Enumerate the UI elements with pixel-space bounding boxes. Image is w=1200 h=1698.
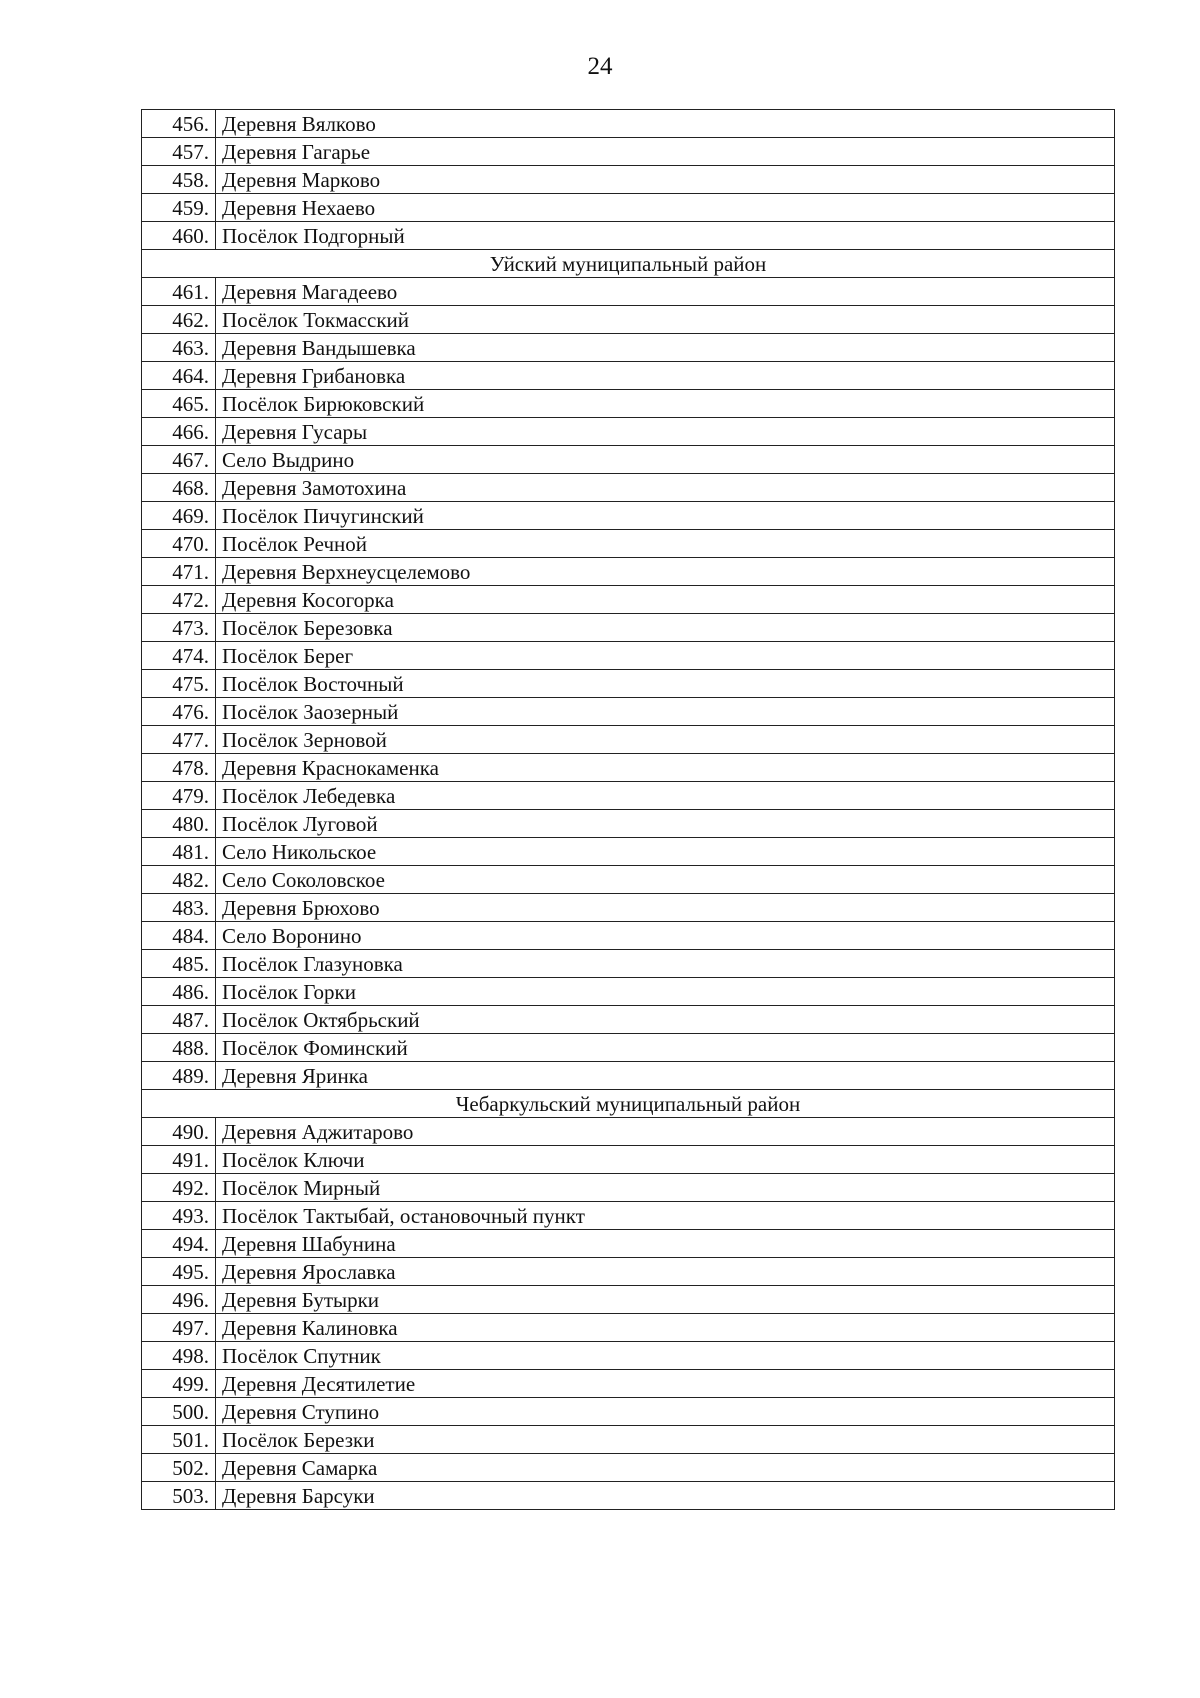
table-row <box>142 1370 1115 1398</box>
settlement-name: Деревня Барсуки <box>216 1482 1115 1510</box>
row-number: 485. <box>142 950 216 978</box>
row-number: 472. <box>142 586 216 614</box>
settlements-table <box>141 109 1115 1510</box>
settlements-table-body <box>142 110 1115 1510</box>
row-number: 476. <box>142 698 216 726</box>
settlement-name: Деревня Десятилетие <box>216 1370 1115 1398</box>
table-row <box>142 894 1115 922</box>
row-number: 468. <box>142 474 216 502</box>
table-row <box>142 1146 1115 1174</box>
settlement-name: Деревня Грибановка <box>216 362 1115 390</box>
row-number: 484. <box>142 922 216 950</box>
district-header-row <box>142 1090 1115 1118</box>
table-row <box>142 1314 1115 1342</box>
row-number: 463. <box>142 334 216 362</box>
settlement-name: Деревня Самарка <box>216 1454 1115 1482</box>
settlement-name: Посёлок Бирюковский <box>216 390 1115 418</box>
settlement-name: Село Выдрино <box>216 446 1115 474</box>
table-row <box>142 194 1115 222</box>
settlement-name: Деревня Вандышевка <box>216 334 1115 362</box>
table-row <box>142 1118 1115 1146</box>
settlement-name: Деревня Брюхово <box>216 894 1115 922</box>
table-row <box>142 922 1115 950</box>
table-row <box>142 558 1115 586</box>
table-row <box>142 418 1115 446</box>
settlement-name: Деревня Ступино <box>216 1398 1115 1426</box>
settlement-name: Посёлок Луговой <box>216 810 1115 838</box>
settlement-name: Деревня Косогорка <box>216 586 1115 614</box>
row-number: 479. <box>142 782 216 810</box>
row-number: 498. <box>142 1342 216 1370</box>
row-number: 456. <box>142 110 216 138</box>
row-number: 481. <box>142 838 216 866</box>
table-row <box>142 1006 1115 1034</box>
table-row <box>142 754 1115 782</box>
table-row <box>142 698 1115 726</box>
table-row <box>142 950 1115 978</box>
row-number: 469. <box>142 502 216 530</box>
table-row <box>142 1174 1115 1202</box>
settlement-name: Посёлок Березовка <box>216 614 1115 642</box>
settlement-name: Деревня Верхнеусцелемово <box>216 558 1115 586</box>
settlement-name: Посёлок Подгорный <box>216 222 1115 250</box>
row-number: 486. <box>142 978 216 1006</box>
page-number: 24 <box>587 53 613 80</box>
row-number: 495. <box>142 1258 216 1286</box>
row-number: 490. <box>142 1118 216 1146</box>
settlement-name: Посёлок Октябрьский <box>216 1006 1115 1034</box>
table-row <box>142 362 1115 390</box>
row-number: 465. <box>142 390 216 418</box>
settlement-name: Деревня Гагарье <box>216 138 1115 166</box>
settlement-name: Деревня Замотохина <box>216 474 1115 502</box>
settlement-name: Посёлок Зерновой <box>216 726 1115 754</box>
table-row <box>142 446 1115 474</box>
row-number: 471. <box>142 558 216 586</box>
settlement-name: Посёлок Токмасский <box>216 306 1115 334</box>
row-number: 487. <box>142 1006 216 1034</box>
row-number: 482. <box>142 866 216 894</box>
settlement-name: Деревня Аджитарово <box>216 1118 1115 1146</box>
row-number: 496. <box>142 1286 216 1314</box>
settlement-name: Посёлок Восточный <box>216 670 1115 698</box>
settlement-name: Посёлок Речной <box>216 530 1115 558</box>
settlement-name: Деревня Гусары <box>216 418 1115 446</box>
row-number: 494. <box>142 1230 216 1258</box>
row-number: 477. <box>142 726 216 754</box>
settlement-name: Деревня Ярославка <box>216 1258 1115 1286</box>
settlement-name: Село Никольское <box>216 838 1115 866</box>
settlement-name: Деревня Бутырки <box>216 1286 1115 1314</box>
settlement-name: Посёлок Берег <box>216 642 1115 670</box>
row-number: 458. <box>142 166 216 194</box>
row-number: 483. <box>142 894 216 922</box>
row-number: 488. <box>142 1034 216 1062</box>
settlement-name: Посёлок Березки <box>216 1426 1115 1454</box>
settlement-name: Посёлок Спутник <box>216 1342 1115 1370</box>
row-number: 478. <box>142 754 216 782</box>
table-row <box>142 1202 1115 1230</box>
row-number: 457. <box>142 138 216 166</box>
row-number: 460. <box>142 222 216 250</box>
table-row <box>142 1034 1115 1062</box>
table-row <box>142 222 1115 250</box>
table-row <box>142 866 1115 894</box>
row-number: 493. <box>142 1202 216 1230</box>
settlement-name: Деревня Вялково <box>216 110 1115 138</box>
table-row <box>142 978 1115 1006</box>
table-row <box>142 782 1115 810</box>
settlement-name: Посёлок Фоминский <box>216 1034 1115 1062</box>
row-number: 474. <box>142 642 216 670</box>
settlement-name: Село Воронино <box>216 922 1115 950</box>
table-row <box>142 670 1115 698</box>
district-name: Чебаркульский муниципальный район <box>142 1090 1115 1118</box>
table-row <box>142 334 1115 362</box>
settlement-name: Деревня Яринка <box>216 1062 1115 1090</box>
row-number: 501. <box>142 1426 216 1454</box>
row-number: 489. <box>142 1062 216 1090</box>
row-number: 466. <box>142 418 216 446</box>
table-row <box>142 1230 1115 1258</box>
table-row <box>142 1426 1115 1454</box>
row-number: 475. <box>142 670 216 698</box>
row-number: 492. <box>142 1174 216 1202</box>
row-number: 491. <box>142 1146 216 1174</box>
table-row <box>142 810 1115 838</box>
settlement-name: Деревня Шабунина <box>216 1230 1115 1258</box>
table-row <box>142 530 1115 558</box>
row-number: 500. <box>142 1398 216 1426</box>
row-number: 464. <box>142 362 216 390</box>
settlement-name: Деревня Краснокаменка <box>216 754 1115 782</box>
table-row <box>142 1258 1115 1286</box>
row-number: 480. <box>142 810 216 838</box>
row-number: 470. <box>142 530 216 558</box>
table-row <box>142 1286 1115 1314</box>
row-number: 459. <box>142 194 216 222</box>
table-row <box>142 1398 1115 1426</box>
table-row <box>142 586 1115 614</box>
table-row <box>142 1342 1115 1370</box>
settlement-name: Посёлок Ключи <box>216 1146 1115 1174</box>
settlement-name: Село Соколовское <box>216 866 1115 894</box>
table-row <box>142 614 1115 642</box>
table-row <box>142 138 1115 166</box>
settlement-name: Посёлок Тактыбай, остановочный пункт <box>216 1202 1115 1230</box>
settlement-name: Посёлок Пичугинский <box>216 502 1115 530</box>
table-row <box>142 278 1115 306</box>
district-name: Уйский муниципальный район <box>142 250 1115 278</box>
settlement-name: Деревня Нехаево <box>216 194 1115 222</box>
row-number: 499. <box>142 1370 216 1398</box>
row-number: 503. <box>142 1482 216 1510</box>
settlement-name: Посёлок Горки <box>216 978 1115 1006</box>
settlement-name: Посёлок Заозерный <box>216 698 1115 726</box>
table-row <box>142 642 1115 670</box>
table-row <box>142 502 1115 530</box>
row-number: 462. <box>142 306 216 334</box>
table-row <box>142 166 1115 194</box>
row-number: 502. <box>142 1454 216 1482</box>
table-row <box>142 110 1115 138</box>
table-row <box>142 726 1115 754</box>
table-row <box>142 390 1115 418</box>
row-number: 467. <box>142 446 216 474</box>
settlement-name: Посёлок Мирный <box>216 1174 1115 1202</box>
table-row <box>142 306 1115 334</box>
row-number: 497. <box>142 1314 216 1342</box>
district-header-row <box>142 250 1115 278</box>
settlement-name: Деревня Калиновка <box>216 1314 1115 1342</box>
table-row <box>142 1062 1115 1090</box>
table-row <box>142 1454 1115 1482</box>
row-number: 461. <box>142 278 216 306</box>
settlement-name: Посёлок Глазуновка <box>216 950 1115 978</box>
row-number: 473. <box>142 614 216 642</box>
table-row <box>142 838 1115 866</box>
settlement-name: Деревня Магадеево <box>216 278 1115 306</box>
table-row <box>142 474 1115 502</box>
settlement-name: Деревня Марково <box>216 166 1115 194</box>
table-row <box>142 1482 1115 1510</box>
settlement-name: Посёлок Лебедевка <box>216 782 1115 810</box>
